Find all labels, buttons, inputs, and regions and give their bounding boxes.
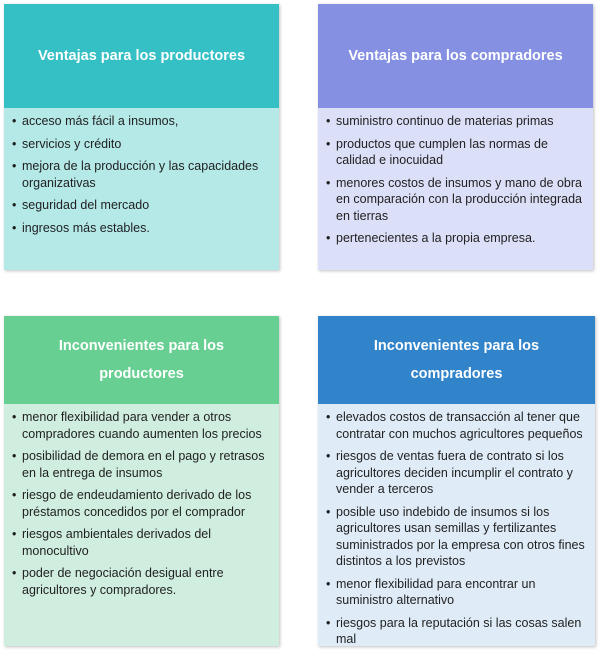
buyer-disadvantages-body <box>318 404 595 646</box>
list-item: • acceso más fácil a insumos, <box>12 113 269 130</box>
buyer-advantages-card <box>318 4 593 270</box>
list-item: • menor flexibilidad para vender a otros compradores cuando aumenten los precios <box>12 409 269 442</box>
producer-advantages-header <box>4 4 279 108</box>
list-item: • riesgos ambientales derivados del monocultivo <box>12 526 269 559</box>
producer-disadvantages-title: Inconvenientes para los productores <box>58 338 225 382</box>
list-item: • poder de negociación desigual entre agricultores y compradores. <box>12 565 269 598</box>
list-item: • riesgos para la reputación si las cosas salen mal <box>326 615 585 648</box>
buyer-disadvantages-card <box>318 316 595 646</box>
producer-advantages-card <box>4 4 279 270</box>
buyer-disadvantages-title: Inconvenientes para los compradores <box>373 338 540 382</box>
list-item: • ingresos más estables. <box>12 220 269 237</box>
producer-advantages-list <box>12 113 269 236</box>
list-item: • menor flexibilidad para encontrar un suministro alternativo <box>326 576 585 609</box>
list-item: • servicios y crédito <box>12 136 269 153</box>
list-item: • seguridad del mercado <box>12 197 269 214</box>
list-item: • mejora de la producción y las capacidades organizativas <box>12 158 269 191</box>
list-item: • productos que cumplen las normas de calidad e inocuidad <box>326 136 583 169</box>
list-item: • pertenecientes a la propia empresa. <box>326 230 583 247</box>
buyer-advantages-list <box>326 113 583 247</box>
buyer-advantages-header <box>318 4 593 108</box>
list-item: • posibilidad de demora en el pago y retrasos en la entrega de insumos <box>12 448 269 481</box>
producer-advantages-title: Ventajas para los productores <box>37 48 246 64</box>
buyer-advantages-title: Ventajas para los compradores <box>348 48 563 64</box>
producer-disadvantages-body <box>4 404 279 646</box>
list-item: • posible uso indebido de insumos si los agricultores usan semillas y fertilizantes suministrados por la empresa con otros fines distintos a los previstos <box>326 504 585 570</box>
list-item: • riesgos de ventas fuera de contrato si los agricultores deciden incumplir el contrato y vender a terceros <box>326 448 585 498</box>
list-item: • elevados costos de transacción al tener que contratar con muchos agricultores pequeños <box>326 409 585 442</box>
producer-disadvantages-list <box>12 409 269 598</box>
buyer-disadvantages-header <box>318 316 595 404</box>
producer-disadvantages-card <box>4 316 279 646</box>
buyer-advantages-body <box>318 108 593 270</box>
list-item: • suministro continuo de materias primas <box>326 113 583 130</box>
buyer-disadvantages-list <box>326 409 585 648</box>
producer-disadvantages-header <box>4 316 279 404</box>
producer-advantages-body <box>4 108 279 270</box>
list-item: • menores costos de insumos y mano de obra en comparación con la producción integrada en tierras <box>326 175 583 225</box>
list-item: • riesgo de endeudamiento derivado de los préstamos concedidos por el comprador <box>12 487 269 520</box>
